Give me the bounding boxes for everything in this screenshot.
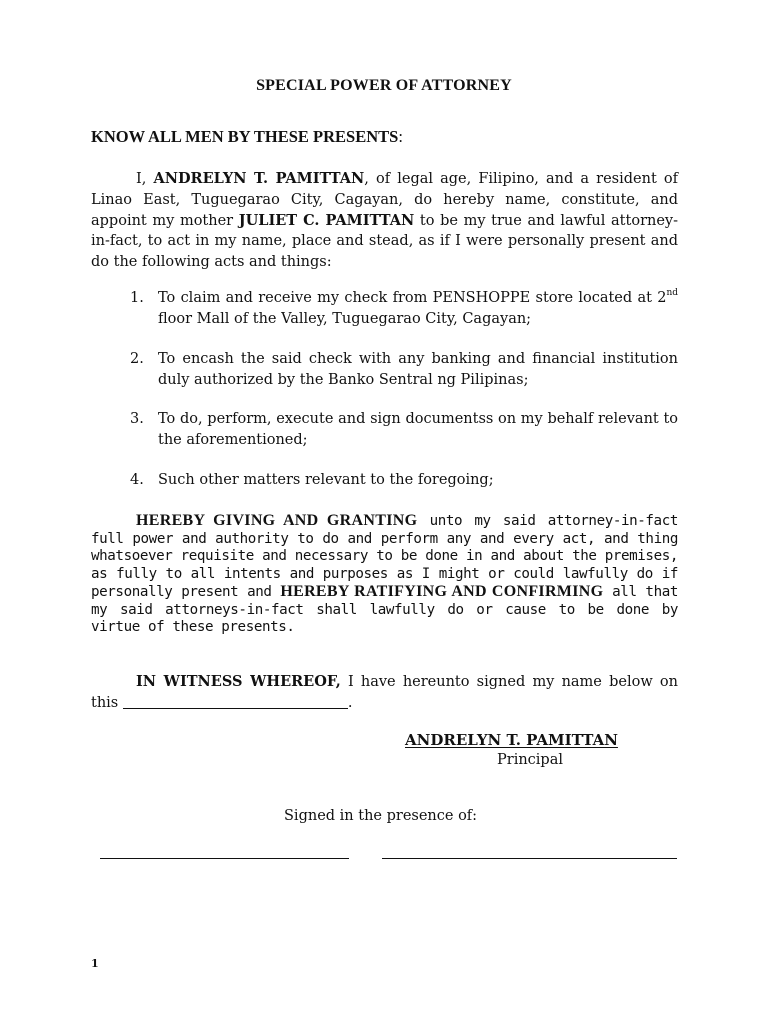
granting-paragraph: HEREBY GIVING AND GRANTING unto my said attorney-in-fact full power and authority to do and perform any and every act, and thing whatsoever requisite and necessary to be done in and about the premises, as fully to all intents and purposes as I might or could lawfully do if personally present and HEREBY RATIFYING AND CONFIRMING all that my said attorneys-in-fact shall lawfully do or cause to be done by virtue of these presents. xyxy=(91,512,678,635)
witness-signature-line xyxy=(382,858,677,859)
list-item: 4. Such other matters relevant to the foregoing; xyxy=(130,472,494,488)
witness-caption: Signed in the presence of: xyxy=(284,808,478,824)
witness-paragraph: IN WITNESS WHEREOF, I have hereunto signed my name below on this . xyxy=(91,673,678,711)
page-number: 1 xyxy=(91,957,99,970)
document-title: SPECIAL POWER OF ATTORNEY xyxy=(256,77,512,94)
salutation: KNOW ALL MEN BY THESE PRESENTS: xyxy=(91,127,403,146)
agent-name: JULIET C. PAMITTAN xyxy=(238,211,415,229)
witness-signature-line xyxy=(100,858,349,859)
signatory-name: ANDRELYN T. PAMITTAN xyxy=(405,731,618,749)
principal-name: ANDRELYN T. PAMITTAN xyxy=(153,170,365,187)
date-blank-line xyxy=(123,694,348,709)
list-item: 1. To claim and receive my check from PENSHOPPE store located at 2nd floor Mall of the Valley, Tuguegarao City, Cagayan; xyxy=(130,288,678,327)
list-item: 2. To encash the said check with any banking and financial institution duly authorized by the Banko Sentral ng Pilipinas; xyxy=(130,351,678,388)
signatory-role: Principal xyxy=(497,752,563,768)
list-item: 3. To do, perform, execute and sign documentss on my behalf relevant to the aforementioned; xyxy=(130,411,678,448)
intro-paragraph: I, ANDRELYN T. PAMITTAN, of legal age, Filipino, and a resident of Linao East, Tuguegarao City, Cagayan, do hereby name, constitute, and appoint my mother JULIET C. PAMITTAN to be my true and lawful attorney-in-fact, to act in my name, place and stead, as if I were personally present and do the following acts and things: xyxy=(91,170,679,271)
